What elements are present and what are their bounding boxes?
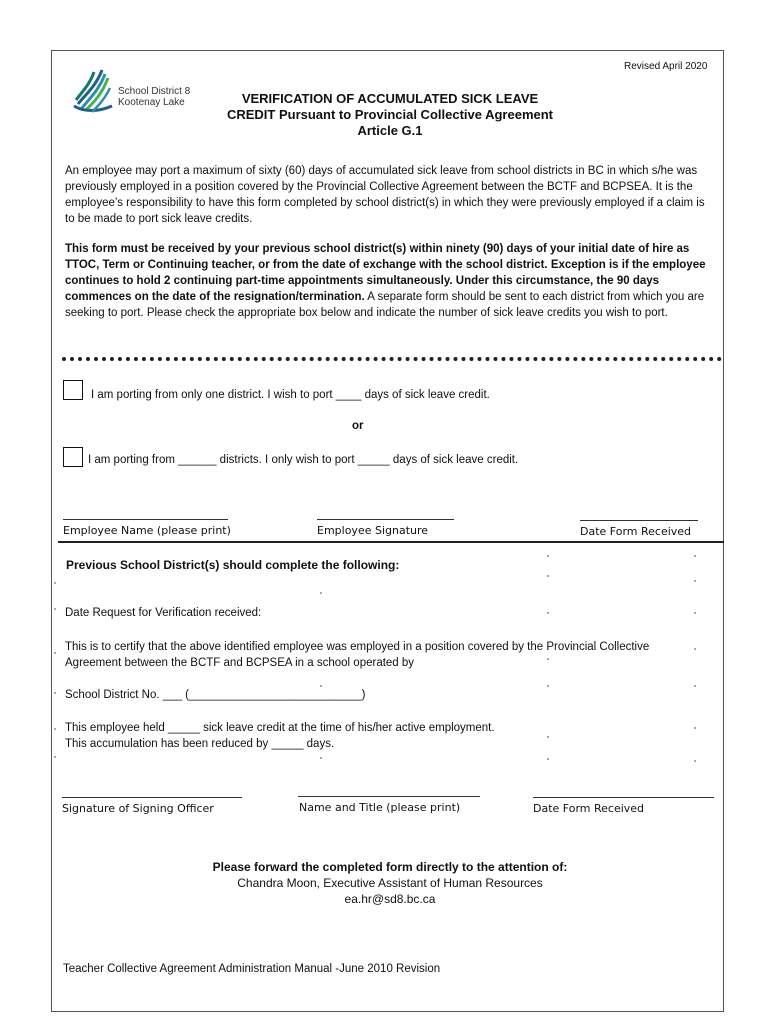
dotted-separator xyxy=(62,357,722,361)
column-dot xyxy=(547,658,549,660)
officer-signature-line[interactable] xyxy=(62,797,242,798)
margin-dot xyxy=(54,582,56,584)
forward-heading: Please forward the completed form directly to the attention of: xyxy=(212,860,568,874)
column-dot xyxy=(547,685,549,687)
title-line1: VERIFICATION OF ACCUMULATED SICK LEAVE xyxy=(241,91,539,106)
sick-leave-held-field[interactable]: This employee held _____ sick leave credit at the time of his/her active employment. xyxy=(65,722,495,734)
column-dot xyxy=(320,685,322,687)
employee-name-label: Employee Name (please print) xyxy=(63,524,231,537)
column-dot xyxy=(694,648,696,650)
employee-signature-line[interactable] xyxy=(317,519,454,520)
employee-signature-label: Employee Signature xyxy=(317,524,429,537)
certify-text: This is to certify that the above identified employee was employed in a position covered by the Provincial Collective Agreement between the BCTF and BCPSEA in a school operated by xyxy=(65,641,650,669)
column-dot xyxy=(547,555,549,557)
accumulation-reduced-field[interactable]: This accumulation has been reduced by _____ days. xyxy=(65,738,335,750)
multiple-districts-option: I am porting from ______ districts. I only wish to port _____ days of sick leave credit. xyxy=(88,454,519,466)
single-district-option: I am porting from only one district. I wish to port ____ days of sick leave credit. xyxy=(91,389,490,401)
footer-text: Teacher Collective Agreement Administration Manual -June 2010 Revision xyxy=(63,963,441,975)
officer-name-line[interactable] xyxy=(298,796,480,797)
column-dot xyxy=(320,757,322,759)
column-dot xyxy=(547,612,549,614)
column-dot xyxy=(320,592,322,594)
logo-text xyxy=(118,86,190,108)
forward-email[interactable]: ea.hr@sd8.bc.ca xyxy=(344,892,436,906)
title-line3: Article G.1 xyxy=(357,123,423,138)
single-district-checkbox[interactable] xyxy=(63,380,83,400)
column-dot xyxy=(694,727,696,729)
district-section-heading: Previous School District(s) should complete the following: xyxy=(66,558,400,572)
date-received-label: Date Form Received xyxy=(580,525,692,538)
column-dot xyxy=(547,758,549,760)
multiple-districts-checkbox[interactable] xyxy=(63,447,83,467)
margin-dot xyxy=(54,728,56,730)
column-dot xyxy=(694,685,696,687)
margin-dot xyxy=(54,652,56,654)
margin-dot xyxy=(54,608,56,610)
forward-contact: Chandra Moon, Executive Assistant of Human Resources xyxy=(237,876,543,890)
column-dot xyxy=(547,736,549,738)
column-dot xyxy=(694,555,696,557)
column-dot xyxy=(694,580,696,582)
officer-date-label: Date Form Received xyxy=(533,802,645,815)
section-divider xyxy=(58,541,724,543)
revised-date: Revised April 2020 xyxy=(624,61,708,72)
column-dot xyxy=(694,612,696,614)
column-dot xyxy=(547,575,549,577)
instructions-paragraph xyxy=(65,241,715,321)
employee-name-line[interactable] xyxy=(63,519,228,520)
title-line2: CREDIT Pursuant to Provincial Collective Agreement xyxy=(226,107,554,122)
date-received-line[interactable] xyxy=(580,520,698,521)
intro-paragraph: An employee may port a maximum of sixty (60) days of accumulated sick leave from school districts in BC in which s/he was previously employed in a position covered by the Provincial Collective Agreement between the BCTF and BCPSEA. It is the employee’s responsibility to have this form completed by school district(s) in which they were previously employed if a claim is to be made to port sick leave credits. xyxy=(65,165,705,225)
officer-date-line[interactable] xyxy=(533,797,714,798)
or-label: or xyxy=(352,420,364,432)
margin-dot xyxy=(54,692,56,694)
district-number-field[interactable]: School District No. ___ (___________________________) xyxy=(65,689,366,701)
logo-line1: School District 8 xyxy=(118,86,191,97)
margin-dot xyxy=(54,756,56,758)
date-request-label: Date Request for Verification received: xyxy=(65,607,262,619)
logo-line2: Kootenay Lake xyxy=(118,97,185,108)
instructions-bold: This form must be received by your previous school district(s) within ninety (90) days of your initial date of hire as TTOC, Term or Continuing teacher, or from the date of exchange with the school district. Exception is if the employee continues to hold 2 continuing part-time appointments simultaneously. Under this circumstance, the 90 days commences on the date of the resignation/termination. xyxy=(65,243,706,303)
instructions-normal: A separate form should be sent to each district from which you are seeking to port. Please check the appropriate box below and indicate the number of sick leave credits you wish to port. xyxy=(65,291,705,319)
officer-signature-label: Signature of Signing Officer xyxy=(62,802,214,815)
column-dot xyxy=(694,760,696,762)
officer-name-label: Name and Title (please print) xyxy=(299,801,461,814)
